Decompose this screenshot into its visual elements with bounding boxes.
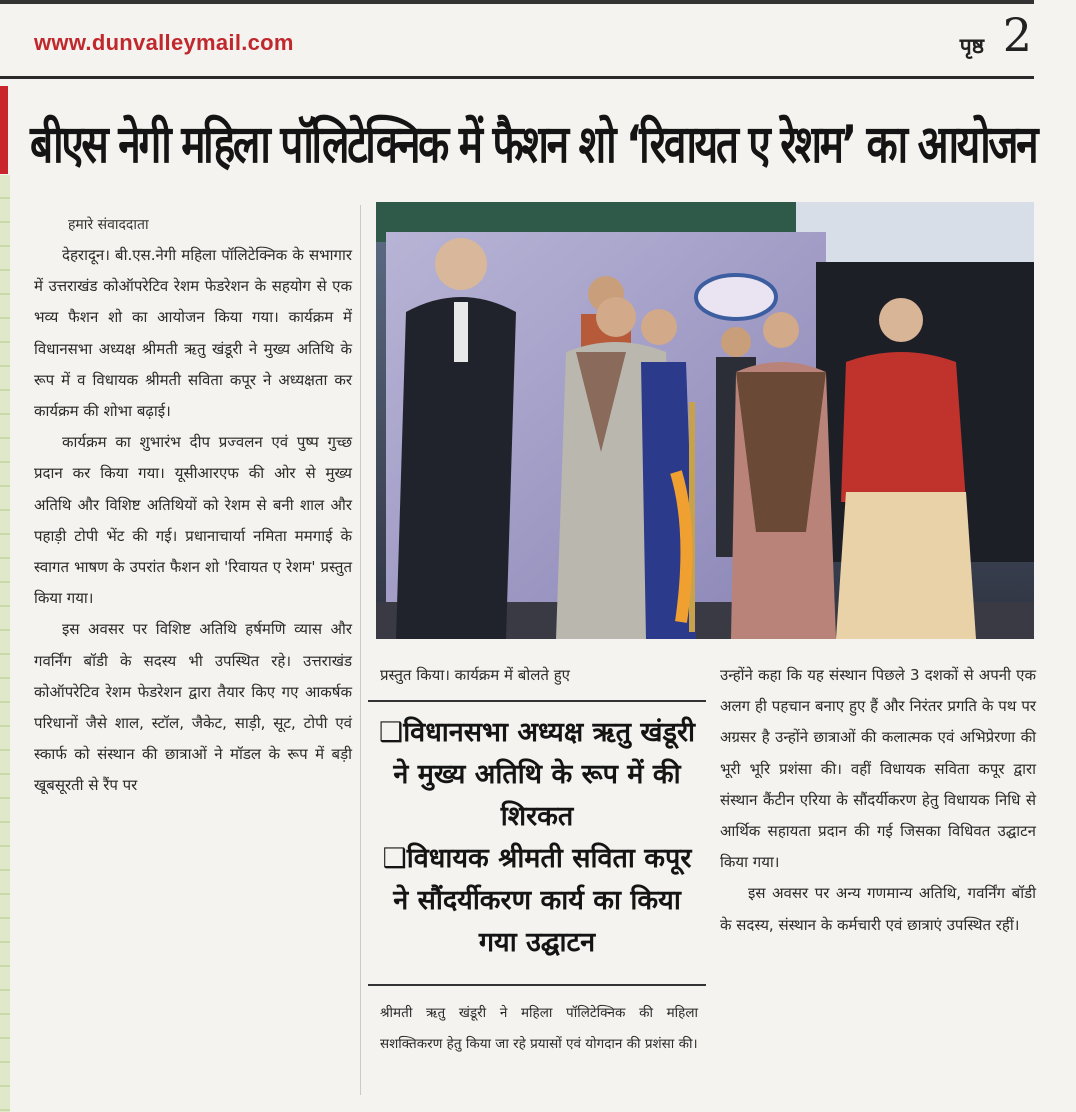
left-margin-strip [0,175,10,1112]
callout-line: ❑विधायक श्रीमती सविता कपूर ने सौंदर्यीकरण कार्य का किया गया उद्घाटन [382,843,692,958]
header-rule [0,76,1034,79]
column-2-bottom [380,998,698,1060]
top-rule [0,0,1034,4]
lamp-lighting-photo [376,202,1034,639]
website-url[interactable]: www.dunvalleymail.com [34,30,294,55]
paragraph: देहरादून। बी.एस.नेगी महिला पॉलिटेक्निक के सभागार में उत्तराखंड कोऑपरेटिव रेशम फेडरेशन के सहयोग से एक भव्य फैशन शो का आयोजन किया गया। कार्यक्रम में विधानसभा अध्यक्ष श्रीमती ऋतु खंडूरी ने मुख्य अतिथि के रूप में व विधायक श्रीमती सविता कपूर ने अध्यक्षता कर कार्यक्रम की शोभा बढ़ाई। [34,246,352,421]
news-photo [376,202,1034,639]
paragraph: कार्यक्रम का शुभारंभ दीप प्रज्वलन एवं पुष्प गुच्छ प्रदान कर किया गया। यूसीआरएफ की ओर से मुख्य अतिथि और विशिष्ट अतिथियों को रेशम से बनी शाल और पहाड़ी टोपी भेंट की गई। प्रधानाचार्या नमिता ममगाई के स्वागत भाषण के उपरांत फैशन शो 'रिवायत ए रेशम' प्रस्तुत किया गया। [34,433,352,608]
byline: हमारे संवाददाता [68,217,149,233]
paragraph: इस अवसर पर अन्य गणमान्य अतिथि, गवर्निंग बॉडी के सदस्य, संस्थान के कर्मचारी एवं छात्राएं उपस्थित रहीं। [720,884,1036,934]
page-number: 2 [1002,8,1032,62]
page-header [0,6,1034,74]
callout-bottom-rule [368,984,706,986]
page-label: पृष्ठ [959,34,984,58]
paragraph: प्रस्तुत किया। कार्यक्रम में बोलते हुए [380,666,570,684]
accent-bar [0,86,8,174]
paragraph: इस अवसर पर विशिष्ट अतिथि हर्षमणि व्यास और गवर्निंग बॉडी के सदस्य भी उपस्थित रहे। उत्तराखंड कोऑपरेटिव रेशम फेडरेशन द्वारा तैयार किए गए आकर्षक परिधानों जैसे शाल, स्टॉल, जैकेट, साड़ी, सूट, टोपी एवं स्कार्फ को संस्थान की छात्राओं ने मॉडल के रूप में बड़ी खूबसूरती से रैंप पर [34,620,352,795]
column-3 [720,660,1036,941]
headline: बीएस नेगी महिला पॉलिटेक्निक में फैशन शो ‘रिवायत ए रेशम’ का आयोजन [30,115,1037,175]
callout-top-rule [368,700,706,702]
column-2-top [380,660,694,691]
callout-box [372,712,702,964]
column-1 [34,210,352,802]
paragraph: श्रीमती ऋतु खंडूरी ने महिला पॉलिटेक्निक की महिला सशक्तिकरण हेतु किया जा रहे प्रयासों एवं योगदान की प्रशंसा की। [380,1005,698,1053]
callout-line: ❑विधानसभा अध्यक्ष ऋतु खंडूरी ने मुख्य अतिथि के रूप में की शिरकत [378,717,695,832]
paragraph: उन्होंने कहा कि यह संस्थान पिछले 3 दशकों से अपनी एक अलग ही पहचान बनाए हुए हैं और निरंतर प्रगति के पथ पर अग्रसर है उन्होंने छात्राओं की कलात्मक एवं अभिप्रेरणा की भूरी भूरि प्रशंसा की। वहीं विधायक सविता कपूर द्वारा संस्थान कैंटीन एरिया के सौंदर्यीकरण हेतु विधायक निधि से आर्थिक सहायता प्रदान की गई जिसका विधिवत उद्घाटन किया गया। [720,666,1036,872]
column-separator [360,205,361,1095]
